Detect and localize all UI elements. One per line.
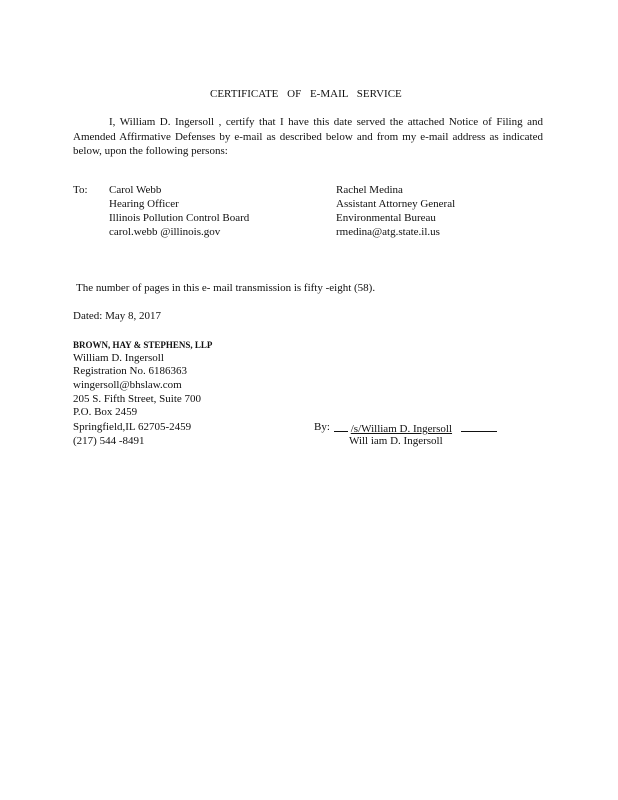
- phone-number: (217) 544 -8491: [73, 435, 145, 447]
- registration-number: Registration No. 6186363: [73, 365, 187, 377]
- signature-underline-left: [334, 421, 348, 432]
- firm-email: wingersoll@bhslaw.com: [73, 379, 182, 391]
- address-line-2: P.O. Box 2459: [73, 406, 138, 418]
- recipient-1-title: Hearing Officer: [109, 198, 179, 210]
- recipient-1-org: Illinois Pollution Control Board: [109, 212, 250, 224]
- city-state-zip: Springfield,IL 62705-2459: [73, 421, 192, 433]
- recipient-1-name: Carol Webb: [109, 184, 162, 196]
- recipient-1-email: carol.webb @illinois.gov: [109, 226, 221, 238]
- to-label: To:: [73, 184, 88, 196]
- electronic-signature: /s/William D. Ingersoll: [350, 423, 453, 435]
- recipient-2-email: rmedina@atg.state.il.us: [336, 226, 440, 238]
- certificate-title: CERTIFICATE OF E-MAIL SERVICE: [210, 88, 402, 100]
- firm-name: BROWN, HAY & STEPHENS, LLP: [73, 340, 213, 350]
- recipient-2-name: Rachel Medina: [336, 184, 403, 196]
- recipient-2-org: Environmental Bureau: [336, 212, 436, 224]
- signature-underline-right: [461, 421, 497, 432]
- certification-paragraph: I, William D. Ingersoll , certify that I have this date served the attached Notice of Filing and Amended Affirmative Defenses by e-mail as described below and from my e-mail address as indicated below, upon the following persons:: [73, 116, 543, 157]
- pages-statement: The number of pages in this e- mail transmission is fifty -eight (58).: [76, 282, 376, 294]
- dated-line: Dated: May 8, 2017: [73, 310, 161, 322]
- address-line-1: 205 S. Fifth Street, Suite 700: [73, 393, 202, 405]
- printed-name: Will iam D. Ingersoll: [349, 435, 443, 447]
- recipient-2-title: Assistant Attorney General: [336, 198, 456, 210]
- by-label: By:: [314, 421, 330, 433]
- attorney-name: William D. Ingersoll: [73, 352, 164, 364]
- signature-line: [334, 421, 497, 436]
